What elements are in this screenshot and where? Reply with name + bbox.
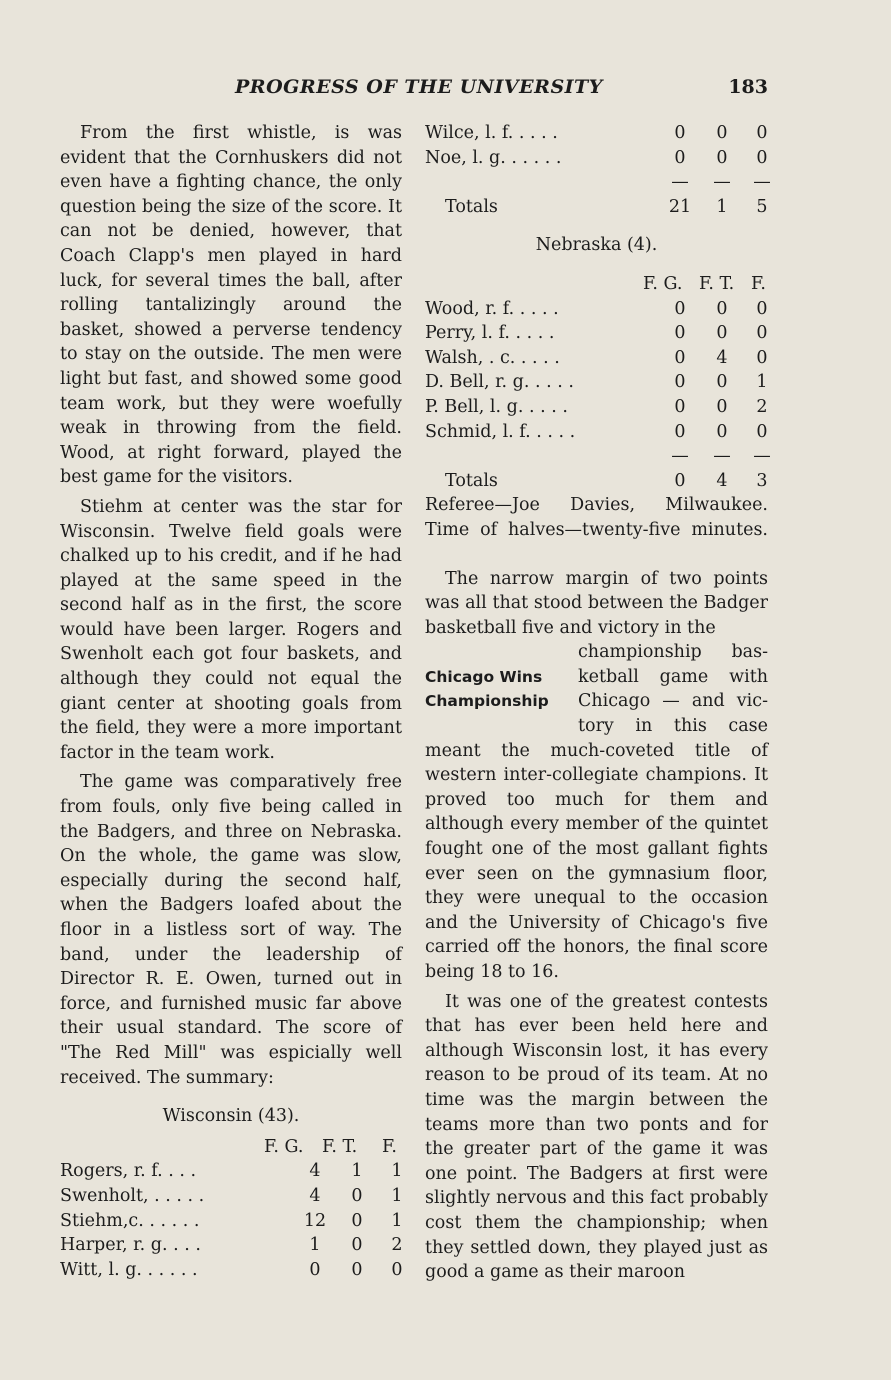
- paragraph-greatest-contest: It was one of the greatest contests that has ever been held here and although Wisconsin lost, it has every reason to be proud of its team. At no time was the margin between the teams more than two ponts and for the greater part of the game it was one point. The Badgers at first were slightly nervous and this fact probably cost them the championship; when they settled down, they played just as good a game as their maroon: [425, 991, 768, 1283]
- ft-value: 0: [716, 298, 728, 319]
- f-value: 0: [756, 347, 768, 368]
- table-row: [60, 1258, 402, 1283]
- player-name: D. Bell, r. g. . . . .: [425, 372, 574, 393]
- header-fg: F. G.: [643, 273, 683, 294]
- running-header: [60, 76, 768, 102]
- player-name: Noe, l. g. . . . . .: [425, 147, 562, 168]
- ft-value: 0: [716, 123, 728, 143]
- player-name: Walsh, . c. . . . .: [425, 347, 560, 368]
- side-line: Chicago — and vic-: [578, 691, 768, 712]
- table-row: [60, 1184, 402, 1209]
- f-value: 2: [391, 1235, 403, 1256]
- player-name: Harper, r. g. . . .: [60, 1235, 201, 1256]
- f-value: 1: [391, 1210, 403, 1231]
- nebraska-totals-row: [425, 469, 768, 494]
- fg-value: 0: [674, 421, 686, 442]
- left-column: [60, 121, 402, 1282]
- player-name: Wood, r. f. . . . .: [425, 298, 559, 319]
- table-row: [60, 1233, 402, 1258]
- fg-value: 0: [674, 372, 686, 393]
- wisconsin-title: Wisconsin (43).: [162, 1106, 300, 1127]
- nebraska-column-headers: [425, 272, 768, 297]
- ft-value: 1: [351, 1161, 363, 1182]
- fg-value: 0: [309, 1259, 321, 1280]
- fg-value: 0: [674, 347, 686, 368]
- table-row: [60, 1209, 402, 1234]
- player-name: Stiehm,c. . . . . .: [60, 1210, 200, 1231]
- f-value: 0: [756, 298, 768, 319]
- totals-rule: [425, 444, 771, 469]
- player-name: P. Bell, l. g. . . . .: [425, 396, 568, 417]
- totals-label: Totals: [445, 196, 498, 217]
- ft-value: 1: [716, 196, 728, 217]
- header-f: F.: [751, 273, 766, 294]
- f-value: 1: [391, 1161, 403, 1182]
- sidehead-line-1: Chicago Wins: [425, 667, 543, 686]
- ft-value: 0: [716, 147, 728, 168]
- f-value: 0: [756, 123, 768, 143]
- rule-dash: —: [671, 172, 689, 193]
- ft-value: 0: [351, 1259, 363, 1280]
- player-name: Witt, l. g. . . . . .: [60, 1259, 198, 1280]
- f-value: 0: [756, 421, 768, 442]
- fg-value: 21: [668, 196, 692, 217]
- table-row: [425, 121, 768, 146]
- fg-value: 0: [674, 298, 686, 319]
- ft-value: 4: [716, 470, 728, 491]
- running-title: PROGRESS OF THE UNIVERSITY: [235, 76, 603, 98]
- fg-value: 4: [309, 1161, 321, 1182]
- table-row: [425, 395, 768, 420]
- totals-rule: [425, 170, 771, 195]
- paragraph-chicago-lead: The narrow margin of two points was all that stood between the Badger basketball five and victory in the: [425, 568, 768, 638]
- f-value: 5: [756, 196, 768, 217]
- side-line: championship bas-: [578, 642, 768, 663]
- fg-value: 0: [674, 147, 686, 168]
- totals-label: Totals: [445, 470, 498, 491]
- referee-line: Referee—Joe Davies, Milwaukee.: [425, 495, 768, 516]
- ft-value: 0: [351, 1185, 363, 1206]
- ft-value: 0: [351, 1235, 363, 1256]
- table-row: [60, 1159, 402, 1184]
- paragraph-cornhuskers: From the first whistle, is was evident that the Cornhuskers did not even have a fighting chance, the only question being the size of the score. It can not be denied, however, that Coach Clapp's men played in hard luck, for several times the ball, after rolling tantalizingly around the basket, showed a perverse tendency to stay on the outside. The men were light but fast, and showed some good team work, but they were woefully weak in throwing from the field. Wood, at right forward, played the best game for the visitors.: [60, 123, 402, 488]
- table-row: [425, 346, 768, 371]
- header-fg: F. G.: [264, 1136, 304, 1157]
- table-row: [425, 370, 768, 395]
- fg-value: 0: [674, 396, 686, 417]
- ft-value: 0: [716, 323, 728, 344]
- fg-value: 12: [303, 1210, 327, 1231]
- ft-value: 0: [351, 1210, 363, 1231]
- fg-value: 0: [674, 123, 686, 143]
- paragraph-chicago-rest: meant the much-coveted title of western inter-collegiate champions. It proved too much for them and although every member of the quintet fought one of the most gallant fights ever seen on the gymnasium floor, they were unequal to the occasion and the University of Chicago's five carried off the honors, the final score being 18 to 16.: [425, 740, 768, 982]
- wisconsin-totals-row: [425, 195, 768, 220]
- rule-dash: —: [713, 446, 731, 467]
- paragraph-fouls: The game was comparatively free from fouls, only five being called in the Badgers, and three on Nebraska. On the whole, the game was slow, especially during the second half, when the Badgers loafed about the floor in a listless sort of way. The band, under the leadership of Director R. E. Owen, turned out in force, and furnished music far above their usual standard. The score of "The Red Mill" was espicially well received. The summary:: [60, 772, 402, 1088]
- ft-value: 0: [716, 396, 728, 417]
- player-name: Wilce, l. f. . . . .: [425, 123, 558, 143]
- table-row: [425, 146, 768, 171]
- table-row: [425, 297, 768, 322]
- player-name: Perry, l. f. . . . .: [425, 323, 555, 344]
- fg-value: 1: [309, 1235, 321, 1256]
- rule-dash: —: [713, 172, 731, 193]
- header-ft: F. T.: [699, 273, 735, 294]
- nebraska-title: Nebraska (4).: [535, 235, 658, 256]
- f-value: 0: [391, 1259, 403, 1280]
- rule-dash: —: [671, 446, 689, 467]
- f-value: 1: [756, 372, 768, 393]
- rule-dash: —: [753, 172, 771, 193]
- player-name: Swenholt, . . . . .: [60, 1185, 205, 1206]
- ft-value: 0: [716, 421, 728, 442]
- player-name: Schmid, l. f. . . . .: [425, 421, 576, 442]
- fg-value: 4: [309, 1185, 321, 1206]
- f-value: 0: [756, 323, 768, 344]
- fg-value: 0: [674, 323, 686, 344]
- player-name: Rogers, r. f. . . .: [60, 1161, 197, 1182]
- table-row: [425, 321, 768, 346]
- header-f: F.: [382, 1136, 397, 1157]
- header-ft: F. T.: [322, 1136, 358, 1157]
- sidehead-block: [425, 640, 768, 738]
- ft-value: 4: [716, 347, 728, 368]
- side-line: tory in this case: [578, 716, 768, 737]
- right-column: [425, 121, 771, 1285]
- rule-dash: —: [753, 446, 771, 467]
- paragraph-stiehm: Stiehm at center was the star for Wisconsin. Twelve field goals were chalked up to his credit, and if he had played at the same speed in the second half as in the first, the score would have been larger. Rogers and Swenholt each got four baskets, and although they could not equal the giant center at shooting goals from the field, they were a more important factor in the team work.: [60, 496, 402, 763]
- page-number: 183: [728, 76, 768, 98]
- table-row: [425, 420, 768, 445]
- f-value: 1: [391, 1185, 403, 1206]
- halves-line: Time of halves—twenty-five minutes.: [425, 519, 768, 540]
- ft-value: 0: [716, 372, 728, 393]
- f-value: 2: [756, 396, 768, 417]
- fg-value: 0: [674, 470, 686, 491]
- wisconsin-column-headers: [60, 1135, 402, 1160]
- f-value: 3: [756, 470, 768, 491]
- side-line: ketball game with: [578, 666, 768, 687]
- f-value: 0: [756, 147, 768, 168]
- sidehead-line-2: Championship: [425, 692, 549, 711]
